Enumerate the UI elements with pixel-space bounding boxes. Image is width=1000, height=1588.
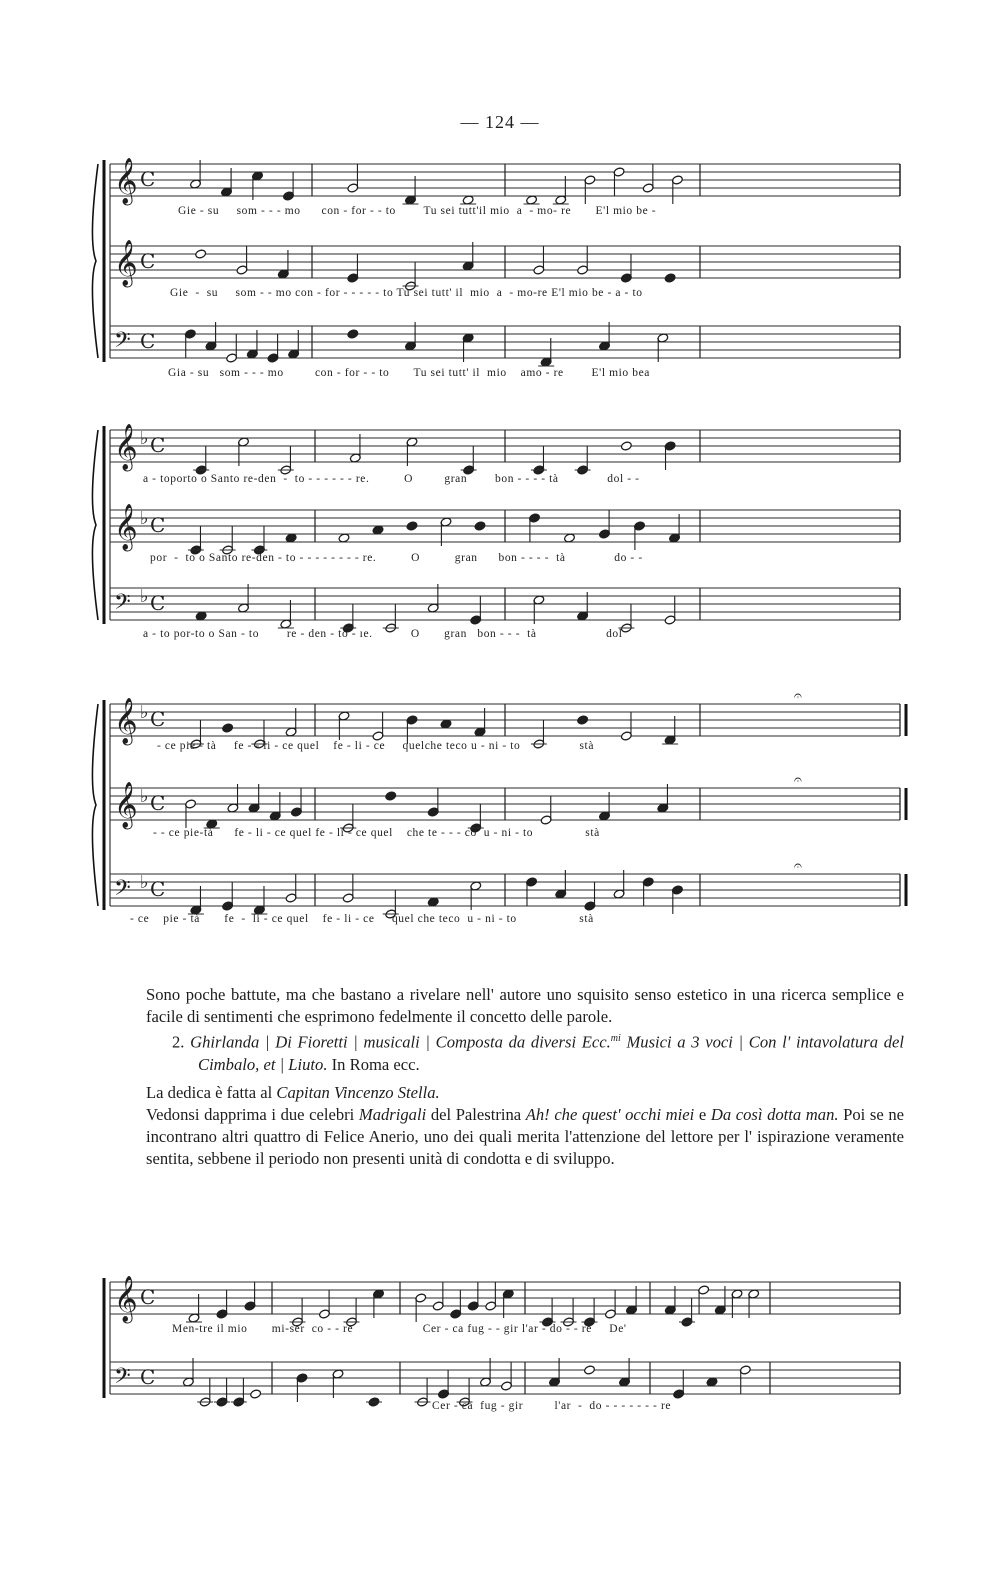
treble-clef-icon: 𝄞 [114,240,138,286]
item-title-2: Musici a 3 voci | Con l' intavolatura del Cimbalo, et | Liuto. [198,1032,904,1074]
item-title-sup: mi [610,1033,621,1044]
dedica [116,1082,904,1104]
note-head [584,1365,596,1375]
music-system-4 [0,1268,1000,1418]
p3-madrigali: Madrigali [358,1104,427,1124]
bass-clef-icon: 𝄢 [114,1364,131,1394]
p3-title-2: Da così dotta man. [710,1104,839,1124]
time-signature-icon: C [140,167,156,191]
prose-block [116,984,904,1170]
lyrics-bass-1: Gia - su som - - - mo con - for - - to Tu sei tutt' il mio amo - re E'l mio bea [168,367,651,379]
time-signature-icon: C [140,249,156,273]
note-head [385,791,397,801]
treble-clef-icon: 𝄞 [114,424,138,470]
time-signature-icon: C [150,791,166,815]
treble-clef-icon: 𝄞 [114,698,138,744]
fermata-icon: 𝄐 [794,688,802,704]
lyrics-soprano-4: Men-tre il mio mi-ser co - - re Cer - ca fug - - gir l'ar - do - - re De' [172,1323,627,1335]
flat-icon: ♭ [140,872,149,893]
treble-clef-icon: 𝄞 [114,158,138,204]
lyrics-bass-4: Cer - ca fug - gir l'ar - do - - - - - - - re [432,1400,672,1412]
time-signature-icon: C [140,1285,156,1309]
lyrics-bass-2: a - to por-to o San - to re - den - to - ıe. O gran bon - - - tà dol [143,628,623,640]
treble-clef-icon: 𝄞 [114,782,138,828]
lyrics-alto-2: por - to o Santo re-den - to - - - - - - - - re. O gran bon - - - - tà do - - [150,552,643,564]
time-signature-icon: C [140,329,156,353]
bass-clef-icon: 𝄢 [114,590,131,620]
time-signature-icon: C [150,591,166,615]
paragraph-1: Sono poche battute, ma che bastano a rivelare nell' autore uno squisito senso estetico in una ricerca semplice e facile di sentimenti che esprimono fedelmente il concetto delle parole. [146,985,904,1026]
brace-icon [92,430,98,620]
p3-a: Vedonsi dapprima i due celebri [146,1104,359,1124]
note-head [250,1389,262,1399]
lyrics-soprano-1: Gie - su som - - - mo con - for - - to Tu sei tutt'il mio a - mo- re E'l mio be - [178,205,657,217]
music-system-1 [0,150,1000,390]
flat-icon: ♭ [140,786,149,807]
fermata-icon: 𝄐 [794,772,802,788]
treble-clef-icon: 𝄞 [114,504,138,550]
time-signature-icon: C [140,1365,156,1389]
time-signature-icon: C [150,433,166,457]
p3-title-1: Ah! che quest' occhi miei [525,1104,695,1124]
time-signature-icon: C [150,513,166,537]
treble-clef-icon: 𝄞 [114,1276,138,1322]
lyrics-bass-3: - ce pie - tà fe - li - ce quel fe - li - ce quel che teco u - ni - to stà [130,913,594,925]
note-head [406,521,418,531]
note-head [474,521,486,531]
dedica-name: Capitan Vincenzo Stella. [276,1082,440,1102]
item-title-1: Ghirlanda | Di Fioretti | musicali | Composta da diversi Ecc. [190,1032,611,1052]
p3-c: e [694,1104,711,1124]
lyrics-soprano-3: - ce pie - tà fe - - li - ce quel fe - li - ce quelche teco u - ni - to stà [157,740,595,752]
note-head [222,723,234,733]
brace-icon [92,704,98,906]
bass-clef-icon: 𝄢 [114,876,131,906]
flat-icon: ♭ [140,586,149,607]
flat-icon: ♭ [140,702,149,723]
time-signature-icon: C [150,707,166,731]
note-head [577,715,589,725]
paragraph-3 [116,1104,904,1170]
music-system-2 [0,412,1000,652]
dedica-text: La dedica è fatta al [146,1082,277,1102]
note-head [620,441,632,451]
bass-clef-icon: 𝄢 [114,328,131,358]
lyrics-alto-1: Gie - su som - - mo con - for - - - - - to Tu sei tutt' il mio a - mo-re E'l mio be - a - to [170,287,643,299]
music-system-3 [0,680,1000,930]
time-signature-icon: C [150,877,166,901]
p3-d: Poi se ne incontrano altri quattro di Felice Anerio, uno dei quali merita l'attenzione del lettore per l' ispirazione veramente sentita, sebbene il periodo non presenti unità di condotta e di sviluppo. [146,1104,904,1168]
note-head [195,249,207,259]
lyrics-soprano-2: a - toporto o Santo re-den - to - - - - - - re. O gran bon - - - - tà dol - - [143,473,640,485]
item-2 [116,1028,904,1076]
note-head [347,329,359,339]
note-head [664,273,676,283]
brace-icon [92,164,98,358]
page-number: — 124 — [460,112,540,132]
item-tail: In Roma ecc. [327,1054,420,1074]
fermata-icon: 𝄐 [794,858,802,874]
item-number: 2. [172,1032,185,1052]
flat-icon: ♭ [140,508,149,529]
flat-icon: ♭ [140,428,149,449]
p3-b: del Palestrina [426,1104,526,1124]
lyrics-alto-3: - - ce pie-tà fe - li - ce quel fe - li - ce quel che te - - - co u - ni - to stà [153,827,600,839]
